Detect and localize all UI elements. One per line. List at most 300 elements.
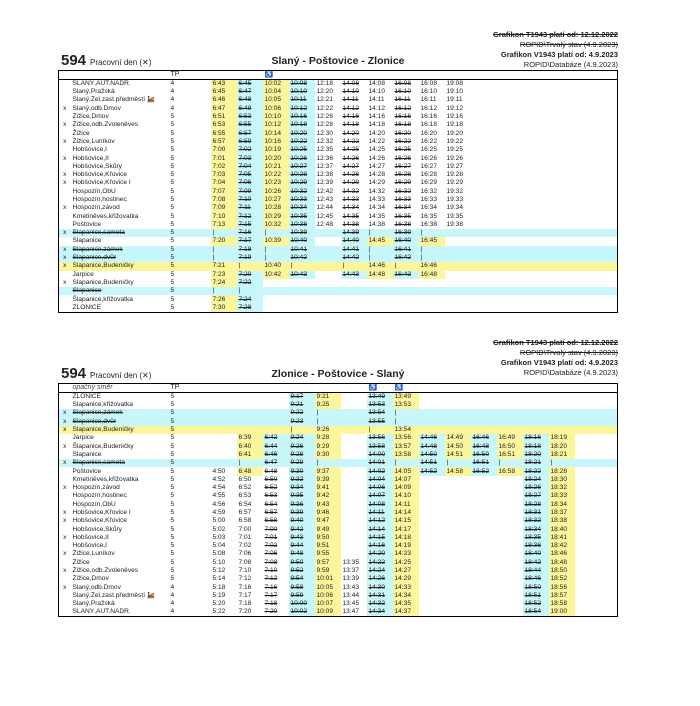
departure-time: 18:32 bbox=[549, 484, 575, 492]
departure-time: 14:07 bbox=[393, 476, 419, 484]
departure-time: 7:23 bbox=[211, 271, 237, 279]
departure-time bbox=[445, 271, 471, 279]
departure-time: 13:45 bbox=[342, 600, 360, 608]
day-type: Pracovní den (✕) bbox=[90, 58, 152, 67]
departure-time bbox=[445, 525, 471, 533]
departure-time bbox=[445, 567, 471, 575]
departure-time: 13:54 bbox=[393, 426, 419, 434]
departure-time: | bbox=[497, 459, 523, 467]
timetable-grid bbox=[58, 70, 618, 313]
stop-name: Šlapanice,Budeničky bbox=[72, 442, 134, 450]
timetable-outbound bbox=[58, 30, 618, 313]
row-filler bbox=[575, 525, 618, 533]
timetable-inbound bbox=[58, 338, 618, 617]
departure-time: 7:19 bbox=[237, 254, 263, 262]
departure-time: 7:16 bbox=[237, 229, 263, 237]
departure-time: 10:35 bbox=[289, 212, 315, 220]
request-stop-mark bbox=[59, 188, 71, 196]
departure-time: 18:54 bbox=[523, 608, 549, 617]
request-stop-mark bbox=[59, 113, 71, 121]
departure-time: 16:27 bbox=[394, 162, 412, 170]
departure-time bbox=[471, 584, 497, 592]
departure-time bbox=[445, 304, 471, 313]
stop-name: SLANÝ,AUT.NÁDR. bbox=[72, 608, 131, 616]
table-row bbox=[59, 459, 618, 467]
request-stop-mark bbox=[59, 96, 71, 104]
departure-time: 5:08 bbox=[212, 550, 226, 558]
header-cell bbox=[211, 384, 237, 393]
departure-time: 13:56 bbox=[367, 434, 393, 442]
tariff-zone: 5 bbox=[170, 558, 175, 566]
departure-time: 10:38 bbox=[289, 221, 315, 229]
departure-time: 6:45 bbox=[237, 80, 263, 89]
departure-time: 13:55 bbox=[367, 418, 393, 426]
departure-time bbox=[549, 426, 575, 434]
departure-time: | bbox=[367, 426, 393, 434]
departure-time: 14:43 bbox=[341, 271, 367, 279]
departure-time bbox=[471, 550, 497, 558]
tariff-zone: 5 bbox=[170, 171, 175, 179]
departure-time: 9:29 bbox=[289, 459, 315, 467]
departure-time: 12:22 bbox=[316, 104, 334, 112]
departure-time: 7:10 bbox=[211, 212, 237, 220]
ropid-old: ROPID\Trvalý stav (4.9.2023) bbox=[519, 40, 618, 49]
departure-time: 10:42 bbox=[289, 254, 315, 262]
request-stop-mark: x bbox=[63, 171, 67, 179]
departure-time bbox=[445, 492, 471, 500]
departure-time: 6:47 bbox=[237, 88, 263, 96]
header-cell bbox=[497, 384, 523, 393]
departure-time: 10:10 bbox=[263, 113, 289, 121]
departure-time: 9:30 bbox=[289, 467, 315, 475]
departure-time: 14:34 bbox=[342, 204, 360, 212]
header-cell bbox=[549, 384, 575, 393]
request-stop-mark bbox=[59, 163, 71, 171]
stop-name: Žižice bbox=[72, 558, 90, 566]
departure-time: 19:35 bbox=[446, 212, 464, 220]
departure-time bbox=[471, 426, 497, 434]
row-filler bbox=[575, 550, 618, 558]
line-number: 594 Pracovní den (✕) bbox=[61, 52, 152, 69]
departure-time: 14:38 bbox=[342, 220, 360, 228]
departure-time: 14:11 bbox=[368, 96, 385, 104]
stop-name: ZLONICE bbox=[72, 393, 102, 400]
departure-time: 7:20 bbox=[211, 237, 237, 245]
validity-info bbox=[493, 30, 618, 70]
departure-time: 7:08 bbox=[264, 558, 278, 566]
departure-time: 13:47 bbox=[342, 608, 360, 616]
departure-time bbox=[471, 393, 497, 402]
departure-time: 14:34 bbox=[368, 204, 386, 212]
departure-time: 7:10 bbox=[238, 567, 252, 575]
row-filler bbox=[471, 246, 618, 254]
stop-name: Slaný,Žel.zast.předměstí 🚂 bbox=[72, 96, 156, 104]
departure-time: 9:50 bbox=[289, 559, 315, 567]
stop-name: Slaný,Pražská bbox=[72, 600, 115, 608]
departure-time: | bbox=[211, 254, 237, 262]
departure-time: 14:26 bbox=[342, 154, 360, 162]
request-stop-mark: x bbox=[63, 179, 67, 187]
departure-time: 12:44 bbox=[316, 204, 334, 212]
departure-time bbox=[445, 542, 471, 550]
departure-time: 16:11 bbox=[394, 96, 411, 104]
request-stop-mark bbox=[59, 237, 71, 245]
departure-time: 18:56 bbox=[549, 584, 575, 592]
departure-time bbox=[393, 287, 419, 295]
header-cell bbox=[315, 71, 341, 80]
departure-time bbox=[419, 409, 445, 417]
departure-time bbox=[497, 484, 523, 492]
departure-time: 6:58 bbox=[264, 517, 278, 525]
tariff-zone: 5 bbox=[170, 121, 175, 129]
departure-time: 5:18 bbox=[212, 583, 226, 591]
departure-time: 5:14 bbox=[212, 575, 226, 583]
request-stop-mark: x bbox=[63, 121, 67, 129]
departure-time bbox=[497, 567, 523, 575]
header-cell bbox=[237, 71, 263, 80]
departure-time: 9:42 bbox=[289, 525, 315, 533]
departure-time: 18:20 bbox=[523, 451, 549, 459]
request-stop-mark: x bbox=[59, 229, 71, 237]
departure-time: | bbox=[549, 459, 575, 467]
request-stop-mark bbox=[59, 212, 71, 220]
departure-time: 12:21 bbox=[316, 96, 334, 104]
tariff-zone: 4 bbox=[170, 96, 175, 104]
stop-name: Hospozín,ObÚ bbox=[72, 187, 116, 195]
departure-time: 7:20 bbox=[238, 608, 252, 616]
departure-time: 10:43 bbox=[289, 271, 315, 279]
tariff-zone: 5 bbox=[170, 129, 175, 137]
departure-time: 18:33 bbox=[549, 492, 575, 500]
departure-time: 14:32 bbox=[368, 187, 386, 195]
departure-time: 16:10 bbox=[420, 88, 438, 96]
tariff-zone: 5 bbox=[170, 492, 175, 500]
departure-time: 16:35 bbox=[420, 212, 438, 220]
departure-time: 18:36 bbox=[523, 542, 549, 550]
departure-time: 10:19 bbox=[263, 146, 289, 154]
departure-time: 14:35 bbox=[368, 212, 386, 220]
departure-time: 9:26 bbox=[289, 442, 315, 450]
request-stop-mark bbox=[59, 600, 71, 608]
departure-time bbox=[315, 304, 341, 313]
departure-time: | bbox=[393, 418, 419, 426]
request-stop-mark bbox=[59, 467, 71, 475]
departure-time bbox=[549, 393, 575, 402]
departure-time: 16:45 bbox=[419, 237, 445, 245]
departure-time: 16:33 bbox=[420, 196, 438, 203]
row-filler bbox=[575, 567, 618, 575]
departure-time bbox=[445, 279, 471, 287]
departure-time: 16:26 bbox=[394, 154, 412, 162]
table-row bbox=[59, 113, 618, 121]
departure-time: 14:11 bbox=[367, 509, 393, 517]
departure-time bbox=[341, 550, 367, 558]
departure-time bbox=[237, 401, 263, 409]
departure-time: 14:38 bbox=[368, 220, 386, 228]
header-cell bbox=[263, 384, 289, 393]
departure-time bbox=[497, 418, 523, 426]
departure-time: 14:00 bbox=[367, 451, 393, 459]
departure-time: | bbox=[263, 246, 289, 254]
stop-name: Jarpice bbox=[72, 434, 94, 442]
table-row bbox=[59, 517, 618, 525]
departure-time: 10:34 bbox=[289, 204, 315, 212]
row-filler bbox=[471, 262, 618, 270]
tariff-zone: 5 bbox=[169, 246, 211, 254]
stop-name: Žižice,odb.Zvoleněves bbox=[72, 121, 139, 129]
tariff-zone: 5 bbox=[170, 484, 175, 492]
departure-time bbox=[419, 584, 445, 592]
departure-time bbox=[315, 271, 341, 279]
header-cell bbox=[289, 71, 315, 80]
departure-time bbox=[445, 608, 471, 617]
table-row bbox=[59, 542, 618, 550]
tariff-zone: 5 bbox=[170, 204, 175, 212]
header-filler bbox=[575, 384, 618, 393]
departure-time: 14:16 bbox=[367, 542, 393, 550]
table-row bbox=[59, 105, 618, 113]
departure-time: 6:53 bbox=[211, 121, 237, 129]
departure-time: 14:37 bbox=[393, 608, 419, 617]
row-filler bbox=[471, 304, 618, 313]
departure-time: 14:18 bbox=[342, 121, 360, 129]
departure-time: 14:20 bbox=[342, 129, 360, 137]
departure-time: | bbox=[211, 246, 237, 254]
request-stop-mark bbox=[59, 146, 71, 154]
departure-time: 19:22 bbox=[446, 137, 464, 145]
departure-time bbox=[393, 304, 419, 313]
departure-time bbox=[471, 542, 497, 550]
departure-time bbox=[341, 534, 367, 542]
departure-time bbox=[497, 584, 523, 592]
departure-time: 5:22 bbox=[212, 608, 226, 616]
departure-time bbox=[445, 592, 471, 600]
departure-time bbox=[263, 409, 289, 417]
row-filler bbox=[575, 434, 618, 442]
request-stop-mark: x bbox=[63, 104, 67, 112]
stop-name: Šlapanice bbox=[72, 450, 102, 458]
route-title: Slaný - Poštovice - Zlonice bbox=[271, 55, 405, 67]
departure-time bbox=[211, 409, 237, 417]
departure-time bbox=[367, 295, 393, 303]
departure-time bbox=[523, 418, 549, 426]
departure-time: 9:29 bbox=[315, 442, 341, 450]
departure-time bbox=[471, 509, 497, 517]
tariff-zone: 4 bbox=[170, 600, 175, 608]
departure-time: 12:26 bbox=[316, 113, 334, 121]
departure-time bbox=[497, 509, 523, 517]
departure-time: 6:54 bbox=[238, 500, 252, 508]
departure-time: 16:38 bbox=[394, 220, 412, 228]
stop-name: Slaný,Žel.zast.předměstí 🚂 bbox=[72, 591, 156, 599]
departure-time: 10:16 bbox=[263, 138, 289, 146]
stop-name: Šlapanice,Budeničky bbox=[71, 262, 169, 270]
departure-time bbox=[523, 401, 549, 409]
departure-time bbox=[497, 600, 523, 608]
timetable-grid bbox=[58, 383, 618, 617]
departure-time: 14:32 bbox=[342, 187, 360, 195]
table-row bbox=[59, 442, 618, 450]
departure-time: 6:49 bbox=[237, 105, 263, 113]
departure-time: 10:39 bbox=[289, 229, 315, 237]
departure-time: 6:42 bbox=[263, 434, 289, 442]
departure-time: 10:28 bbox=[263, 204, 289, 212]
departure-time: | bbox=[419, 254, 445, 262]
departure-time bbox=[497, 534, 523, 542]
request-stop-mark bbox=[59, 451, 71, 459]
departure-time: 14:51 bbox=[419, 459, 445, 467]
header-label bbox=[71, 71, 169, 80]
departure-time bbox=[315, 246, 341, 254]
stop-name: Slaný,Pražská bbox=[72, 88, 115, 96]
tariff-zone: 4 bbox=[170, 104, 175, 112]
stop-name: Žižice,Dmov bbox=[72, 113, 109, 121]
departure-time: 9:59 bbox=[289, 592, 315, 600]
table-row bbox=[59, 575, 618, 583]
departure-time: 10:02 bbox=[289, 608, 315, 617]
departure-time: 18:28 bbox=[523, 501, 549, 509]
departure-time: 9:21 bbox=[289, 401, 315, 409]
table-row bbox=[59, 567, 618, 575]
departure-time: 7:06 bbox=[237, 179, 263, 187]
departure-time: 18:19 bbox=[549, 434, 575, 442]
departure-time bbox=[419, 592, 445, 600]
ropid-new: ROPID\Databáze (4.9.2023) bbox=[523, 60, 618, 69]
departure-time: 7:01 bbox=[211, 154, 237, 162]
stop-name: Hobšovice,Křovice I bbox=[72, 509, 131, 516]
departure-time: 18:34 bbox=[523, 525, 549, 533]
departure-time: 10:09 bbox=[315, 608, 341, 617]
departure-time: 7:20 bbox=[237, 271, 263, 279]
departure-time: 10:39 bbox=[263, 237, 289, 245]
departure-time: | bbox=[367, 246, 393, 254]
departure-time: 9:39 bbox=[289, 509, 315, 517]
stop-name: Kmetiněves,křižovatka bbox=[72, 212, 139, 220]
departure-time: 19:32 bbox=[446, 187, 464, 195]
departure-time: 14:48 bbox=[419, 442, 445, 450]
row-filler bbox=[575, 592, 618, 600]
departure-time: 6:44 bbox=[263, 442, 289, 450]
stop-name: Slaný,odb.Dmov bbox=[72, 104, 121, 112]
departure-time: 14:48 bbox=[367, 271, 393, 279]
tariff-zone: 4 bbox=[170, 88, 175, 96]
departure-time: 18:48 bbox=[549, 559, 575, 567]
header-x bbox=[59, 71, 71, 80]
row-filler bbox=[575, 509, 618, 517]
departure-time: 7:17 bbox=[264, 591, 278, 599]
departure-time: 7:01 bbox=[264, 533, 278, 541]
departure-time: 10:26 bbox=[289, 154, 315, 162]
departure-time: 16:35 bbox=[394, 212, 412, 220]
departure-time: 14:27 bbox=[342, 162, 360, 170]
departure-time: 5:02 bbox=[212, 525, 226, 533]
departure-time: 10:04 bbox=[263, 88, 289, 96]
departure-time: 14:29 bbox=[342, 179, 360, 187]
departure-time bbox=[315, 237, 341, 245]
table-row bbox=[59, 262, 618, 270]
table-row bbox=[59, 534, 618, 542]
table-row bbox=[59, 146, 618, 154]
request-stop-mark bbox=[59, 542, 71, 550]
row-filler bbox=[471, 229, 618, 237]
row-filler bbox=[575, 559, 618, 567]
tariff-zone: 4 bbox=[170, 591, 175, 599]
tariff-zone: 5 bbox=[170, 434, 175, 442]
departure-time: 14:15 bbox=[367, 534, 393, 542]
request-stop-mark: x bbox=[63, 517, 67, 525]
departure-time: 10:21 bbox=[263, 163, 289, 171]
departure-time: 14:14 bbox=[367, 525, 393, 533]
departure-time: 13:58 bbox=[393, 451, 419, 459]
departure-time: 13:43 bbox=[342, 583, 360, 591]
departure-time: 14:20 bbox=[368, 129, 386, 137]
departure-time: 6:55 bbox=[237, 121, 263, 129]
departure-time bbox=[419, 509, 445, 517]
grafikon-old: Grafikon T1943 platí od: 12.12.2022 bbox=[492, 338, 618, 347]
header-cell bbox=[445, 71, 471, 80]
departure-time: 14:18 bbox=[393, 534, 419, 542]
departure-time bbox=[497, 550, 523, 558]
departure-time bbox=[549, 418, 575, 426]
row-filler bbox=[575, 409, 618, 417]
departure-time: 18:21 bbox=[549, 451, 575, 459]
departure-time: 6:45 bbox=[211, 88, 237, 96]
timetable-header bbox=[58, 338, 618, 383]
table-row bbox=[59, 287, 618, 295]
departure-time bbox=[315, 279, 341, 287]
tariff-zone: 5 bbox=[169, 409, 211, 417]
row-filler bbox=[471, 88, 618, 96]
departure-time: 7:15 bbox=[237, 221, 263, 229]
departure-time: 7:04 bbox=[211, 179, 237, 187]
ropid-old: ROPID\Trvalý stav (4.9.2023) bbox=[519, 348, 618, 357]
departure-time bbox=[289, 304, 315, 313]
stop-name: Šlapanice,Budeničky bbox=[72, 278, 134, 286]
tariff-zone: 5 bbox=[170, 162, 175, 170]
stop-name: Hospozín,závod bbox=[72, 204, 120, 212]
departure-time bbox=[419, 575, 445, 583]
tariff-zone: 5 bbox=[170, 509, 175, 516]
departure-time: 7:08 bbox=[238, 558, 252, 566]
departure-time: 6:51 bbox=[211, 113, 237, 121]
departure-time: 12:48 bbox=[316, 220, 334, 228]
departure-time bbox=[315, 295, 341, 303]
header-row bbox=[59, 71, 618, 80]
row-filler bbox=[575, 426, 618, 434]
stop-name: Hobšovice,Skůry bbox=[72, 525, 122, 533]
departure-time: 12:18 bbox=[316, 80, 334, 87]
departure-time: 4:55 bbox=[212, 492, 226, 500]
departure-time: 6:50 bbox=[238, 475, 252, 483]
departure-time: | bbox=[263, 254, 289, 262]
tariff-zone: 5 bbox=[169, 459, 211, 467]
departure-time: 14:27 bbox=[393, 567, 419, 575]
departure-time: 14:33 bbox=[393, 584, 419, 592]
departure-time bbox=[341, 467, 367, 475]
departure-time: 16:08 bbox=[420, 80, 438, 87]
departure-time: 9:43 bbox=[315, 501, 341, 509]
stop-name: Hobšovice,II bbox=[72, 154, 109, 162]
departure-time: 14:50 bbox=[445, 442, 471, 450]
departure-time: 10:00 bbox=[289, 600, 315, 608]
stop-name: Šlapanice,samota bbox=[71, 229, 169, 237]
departure-time: 19:25 bbox=[446, 146, 464, 154]
departure-time: 16:20 bbox=[420, 129, 438, 137]
header-cell bbox=[289, 384, 315, 393]
departure-time: | bbox=[315, 459, 341, 467]
departure-time: 14:11 bbox=[393, 501, 419, 509]
departure-time: 7:16 bbox=[238, 583, 252, 591]
